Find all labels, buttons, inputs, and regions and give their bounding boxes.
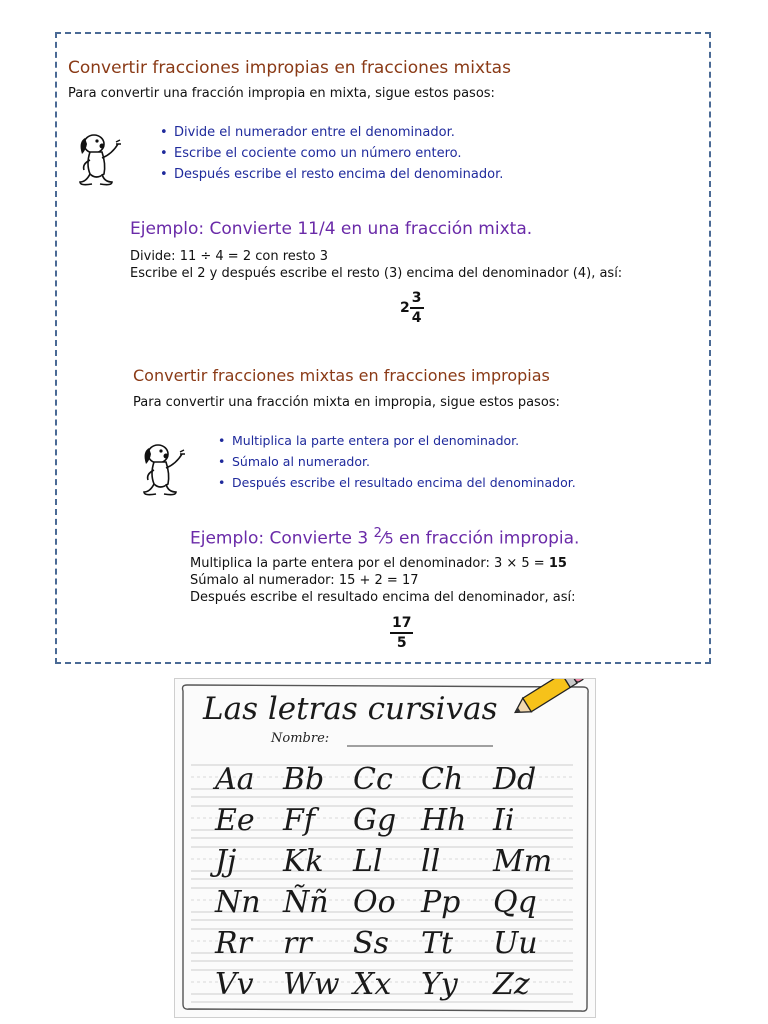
list-item: • Divide el numerador entre el denominador. — [158, 122, 503, 143]
cursive-letter-pair: Ii — [493, 803, 515, 838]
cursive-letter-pair: Qq — [493, 885, 537, 920]
cursive-letter-pair: ll — [421, 844, 441, 879]
cursive-letter-pair: Dd — [493, 762, 537, 797]
cursive-title: Las letras cursivas — [203, 691, 498, 727]
cursive-letter-pair: Cc — [353, 762, 393, 797]
result-denominator: 4 — [411, 310, 422, 326]
cursive-letter-pair: Nn — [215, 885, 261, 920]
section2-multiply-line: Multiplica la parte entera por el denominador: 3 × 5 = 15 — [190, 556, 567, 571]
mixed-fraction-result — [400, 289, 424, 327]
section2-title: Convertir fracciones mixtas en fracciones impropias — [133, 366, 550, 385]
dog-icon — [136, 438, 188, 500]
section2-write-line: Después escribe el resultado encima del denominador, así: — [190, 590, 576, 605]
cursive-letter-pair: Pp — [421, 885, 461, 920]
cursive-letter-pair: Mm — [493, 844, 553, 879]
list-item: • Después escribe el resultado encima del denominador. — [216, 472, 576, 493]
name-label: Nombre: — [271, 731, 330, 746]
dog-icon — [72, 128, 124, 190]
section2-example-title: Ejemplo: Convierte 3 $^2$⁄5 en fracción impropia. — [190, 526, 580, 549]
list-item: • Multiplica la parte entera por el denominador. — [216, 430, 576, 451]
cursive-letter-pair: Zz — [493, 967, 530, 1002]
cursive-letter-pair: Ch — [421, 762, 464, 797]
section1-example-title: Ejemplo: Convierte 11/4 en una fracción mixta. — [130, 219, 533, 239]
cursive-letter-pair: Aa — [215, 762, 255, 797]
section1-write-line: Escribe el 2 y después escribe el resto (3) encima del denominador (4), así: — [130, 266, 623, 281]
example-numerator: 2 — [373, 526, 382, 541]
cursive-letter-pair: Yy — [421, 967, 458, 1002]
cursive-letter-pair: Vv — [215, 967, 254, 1002]
cursive-letter-pair: Xx — [353, 967, 392, 1002]
cursive-letter-pair: Jj — [215, 844, 237, 879]
cursive-letter-pair: Gg — [353, 803, 397, 838]
section1-divide-line: Divide: 11 ÷ 4 = 2 con resto 3 — [130, 249, 328, 264]
cursive-letter-pair: Ss — [353, 926, 389, 961]
section2-add-line: Súmalo al numerador: 15 + 2 = 17 — [190, 573, 419, 588]
section2-steps — [216, 430, 576, 493]
section2-intro: Para convertir una fracción mixta en impropia, sigue estos pasos: — [133, 395, 560, 410]
cursive-letter-pair: Ññ — [283, 885, 329, 920]
section1-title: Convertir fracciones impropias en fracciones mixtas — [68, 58, 511, 78]
list-item: • Súmalo al numerador. — [216, 451, 576, 472]
cursive-letter-pair: Uu — [493, 926, 538, 961]
example-denominator: 5 — [384, 531, 394, 548]
cursive-letter-pair: Ww — [283, 967, 340, 1002]
list-item: • Después escribe el resto encima del denominador. — [158, 164, 503, 185]
cursive-letter-pair: Ff — [283, 803, 315, 838]
cursive-letter-pair: Oo — [353, 885, 396, 920]
result-denominator: 5 — [396, 635, 407, 651]
result-numerator: 17 — [390, 614, 413, 634]
pencil-icon — [511, 679, 585, 719]
result-whole: 2 — [400, 300, 410, 316]
cursive-letter-pair: Kk — [283, 844, 324, 879]
cursive-letter-pair: Hh — [421, 803, 467, 838]
cursive-letter-pair: Rr — [215, 926, 252, 961]
section1-steps — [158, 122, 503, 185]
result-numerator: 3 — [410, 289, 424, 309]
section1-intro: Para convertir una fracción impropia en mixta, sigue estos pasos: — [68, 86, 495, 101]
cursive-letter-pair: Ee — [215, 803, 255, 838]
cursive-letter-pair: rr — [283, 926, 312, 961]
cursive-letter-pair: Bb — [283, 762, 325, 797]
cursive-letters-sheet — [174, 678, 596, 1018]
list-item: • Escribe el cociente como un número entero. — [158, 143, 503, 164]
cursive-letter-pair: Ll — [353, 844, 383, 879]
cursive-sheet-drawing — [175, 679, 595, 1017]
improper-fraction-result — [390, 614, 413, 652]
cursive-letter-pair: Tt — [421, 926, 454, 961]
